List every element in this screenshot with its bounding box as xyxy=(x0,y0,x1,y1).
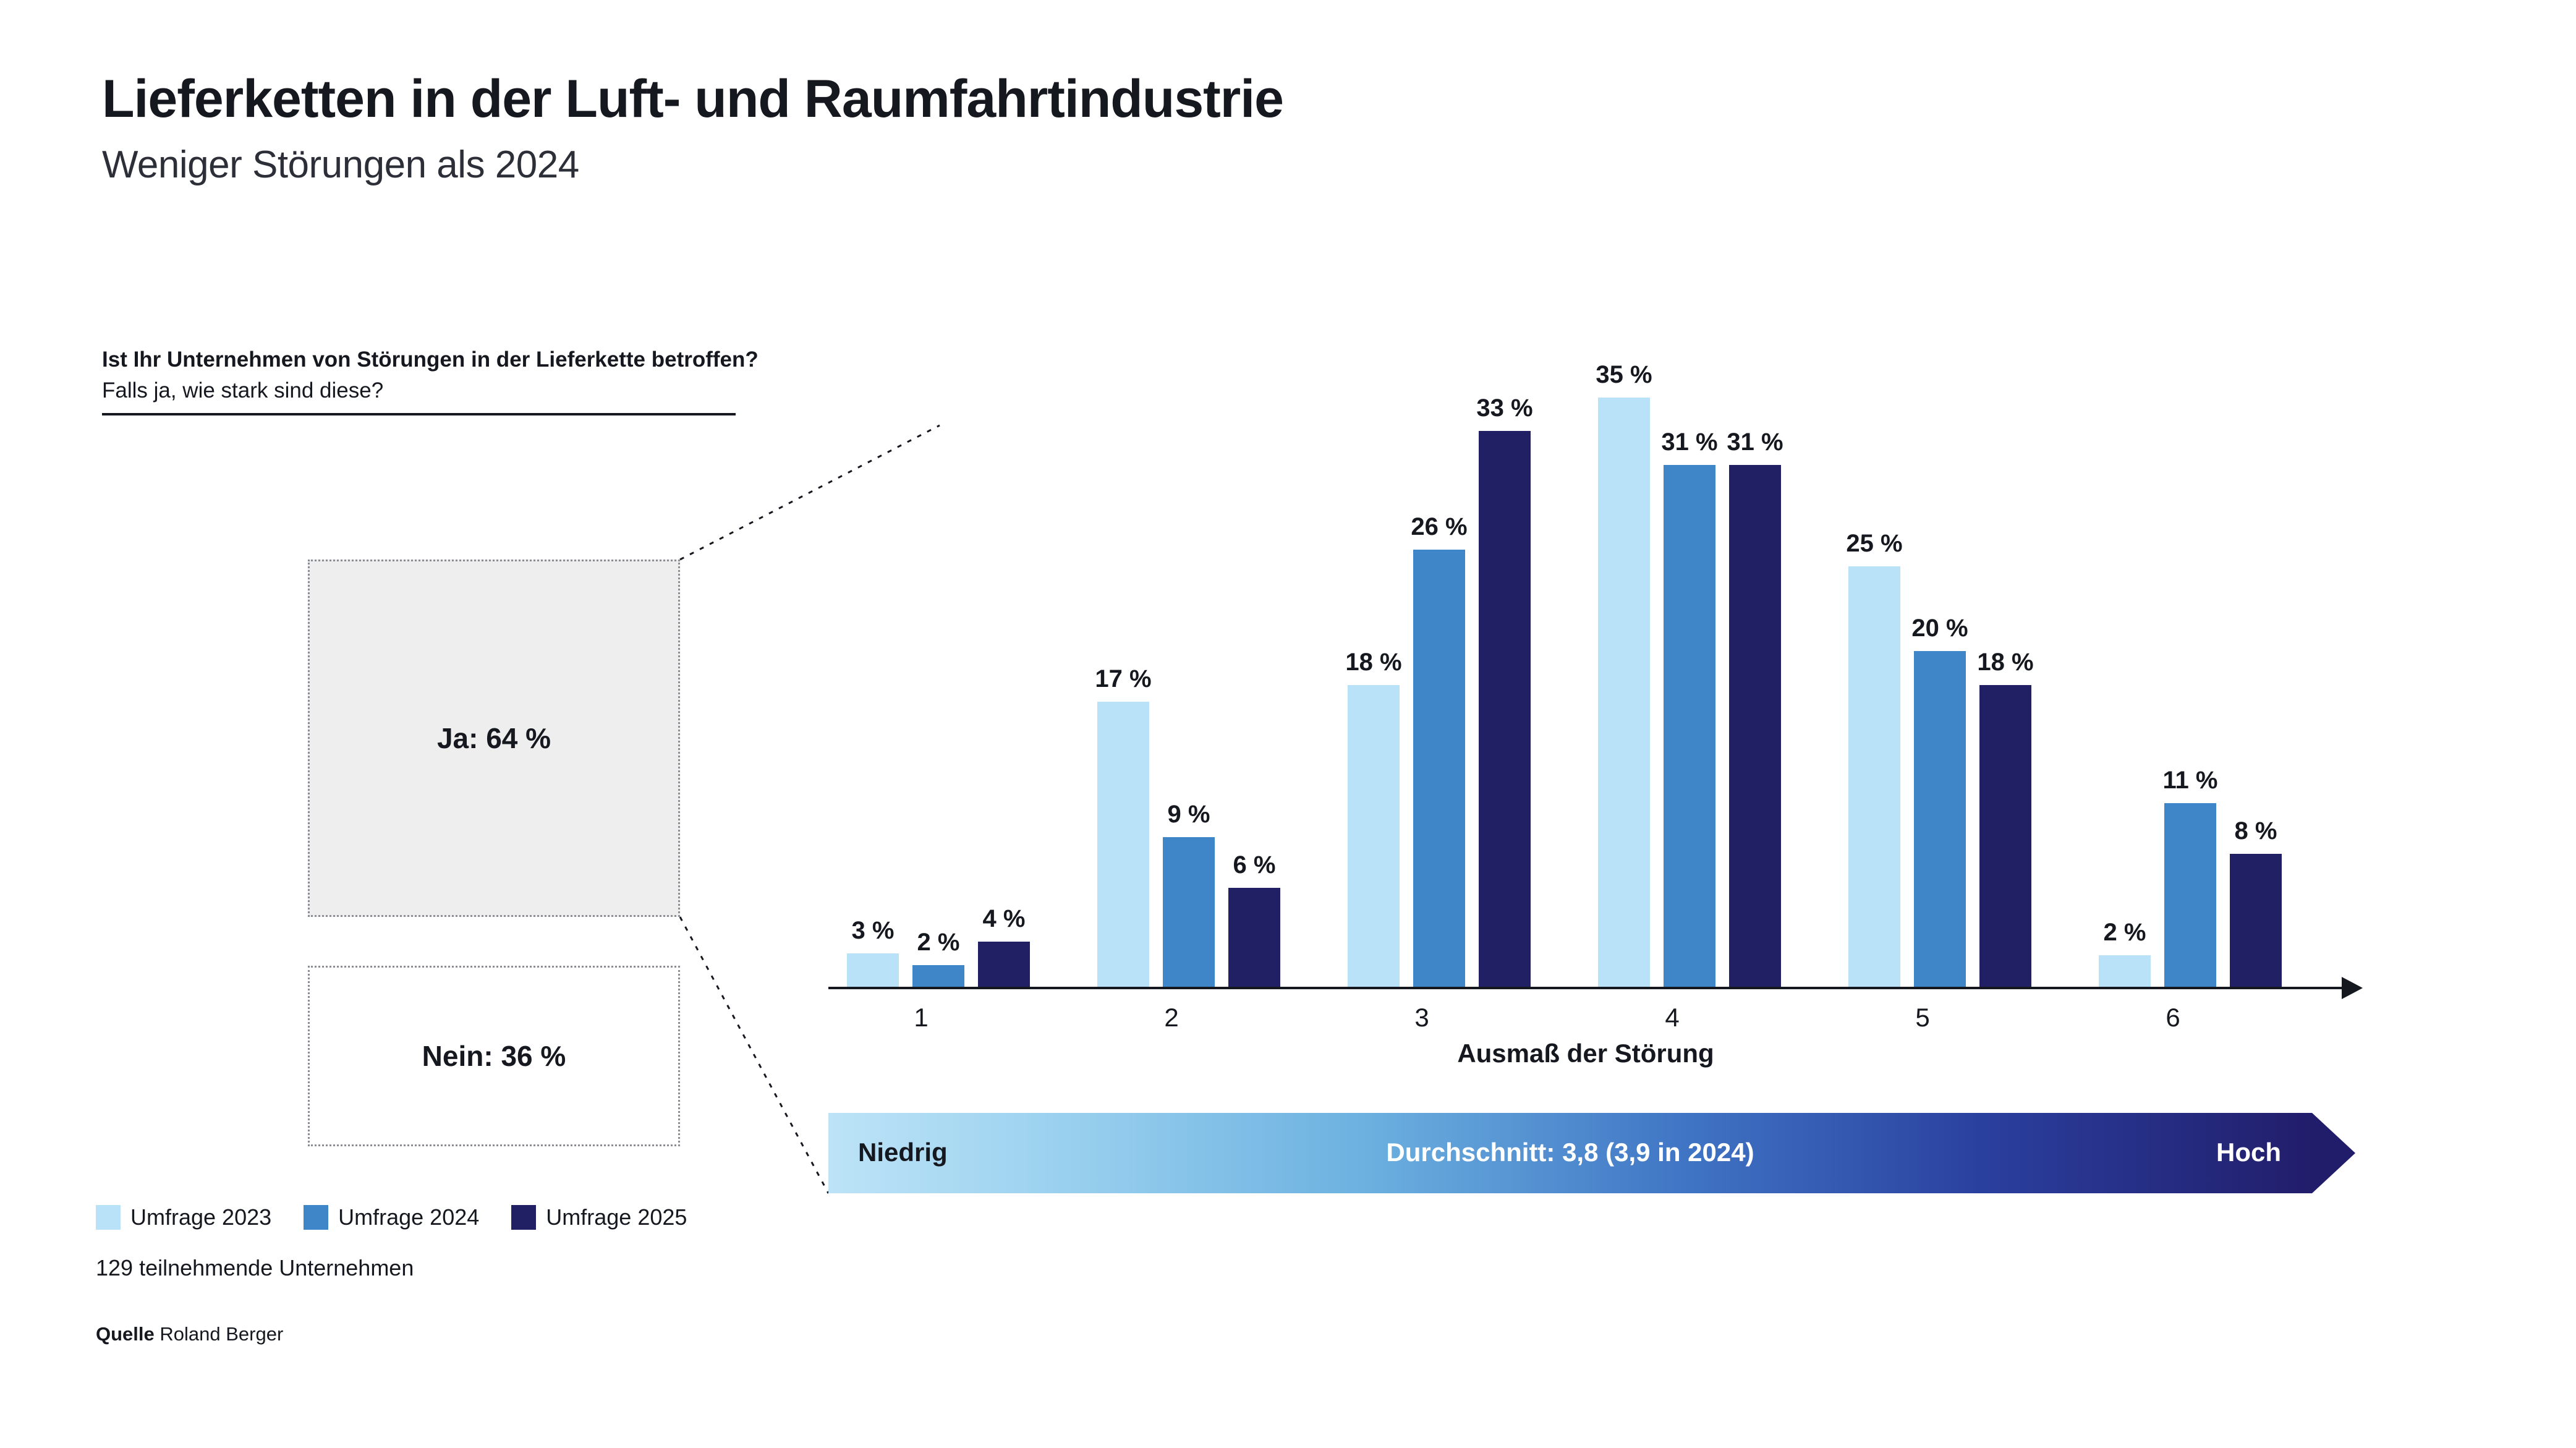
bar-2023 xyxy=(1097,702,1149,989)
bar-group xyxy=(1097,352,1301,989)
x-tick-2: 2 xyxy=(1164,1003,1179,1032)
bar-wrap xyxy=(1476,352,1533,989)
x-tick-4: 4 xyxy=(1665,1003,1680,1032)
answer-box-yes xyxy=(308,560,680,917)
bar-wrap xyxy=(1977,352,2034,989)
bar-2023 xyxy=(1348,685,1400,989)
legend-swatch-icon xyxy=(96,1205,121,1230)
question-main: Ist Ihr Unternehmen von Störungen in der Lieferkette betroffen? xyxy=(102,347,759,372)
bar-value-label: 17 % xyxy=(1095,665,1152,692)
x-tick-5: 5 xyxy=(1915,1003,1930,1032)
bar-group xyxy=(2099,352,2303,989)
bar-value-label: 31 % xyxy=(1727,428,1783,456)
bar-wrap xyxy=(1411,352,1468,989)
bar-2024 xyxy=(2164,803,2216,989)
bar-2023 xyxy=(1598,398,1650,989)
bar-wrap xyxy=(978,352,1030,989)
bar-value-label: 18 % xyxy=(1345,649,1402,676)
bar-value-label: 6 % xyxy=(1233,851,1276,879)
bar-wrap xyxy=(2230,352,2282,989)
x-tick-1: 1 xyxy=(914,1003,929,1032)
bar-wrap xyxy=(1598,352,1650,989)
bar-group xyxy=(1848,352,2052,989)
legend-item-2024 xyxy=(304,1204,479,1230)
legend-swatch-icon xyxy=(304,1205,328,1230)
bar-value-label: 11 % xyxy=(2162,767,2218,794)
bar-value-label: 9 % xyxy=(1167,801,1210,828)
legend-swatch-icon xyxy=(511,1205,536,1230)
bar-wrap xyxy=(1911,352,1968,989)
page-subtitle: Weniger Störungen als 2024 xyxy=(102,143,579,187)
bar-value-label: 20 % xyxy=(1911,615,1968,642)
legend-label: Umfrage 2025 xyxy=(546,1204,687,1230)
bar-value-label: 4 % xyxy=(982,905,1026,932)
bar-2025 xyxy=(2230,854,2282,989)
x-tick-6: 6 xyxy=(2166,1003,2180,1032)
severity-scale-arrow-icon xyxy=(2312,1113,2355,1193)
bar-group xyxy=(1598,352,1802,989)
bar-value-label: 2 % xyxy=(917,929,960,956)
bar-2023 xyxy=(847,953,899,989)
bar-value-label: 33 % xyxy=(1476,394,1533,422)
answer-no-label: Nein: 36 % xyxy=(422,1040,566,1072)
legend-label: Umfrage 2023 xyxy=(130,1204,272,1230)
source-value: Roland Berger xyxy=(159,1323,284,1345)
bar-2024 xyxy=(1914,651,1966,989)
x-axis xyxy=(828,987,2343,989)
bar-value-label: 26 % xyxy=(1411,513,1468,540)
scale-label-low: Niedrig xyxy=(858,1138,948,1167)
bar-value-label: 18 % xyxy=(1977,649,2034,676)
answer-box-no xyxy=(308,966,680,1146)
plot-area xyxy=(828,352,2343,1032)
scale-label-average: Durchschnitt: 3,8 (3,9 in 2024) xyxy=(1386,1138,1754,1167)
x-tick-3: 3 xyxy=(1414,1003,1429,1032)
bar-wrap xyxy=(1228,352,1280,989)
question-divider xyxy=(102,413,736,415)
x-axis-arrow-icon xyxy=(2342,977,2363,999)
bar-wrap xyxy=(1846,352,1903,989)
legend xyxy=(96,1204,719,1230)
x-axis-title: Ausmaß der Störung xyxy=(1457,1039,1714,1068)
bar-value-label: 8 % xyxy=(2234,817,2277,845)
bar-2023 xyxy=(2099,955,2151,989)
bar-2025 xyxy=(1228,888,1280,989)
bar-group xyxy=(1345,352,1552,989)
bar-2024 xyxy=(912,965,964,989)
bar-wrap xyxy=(1729,352,1781,989)
bar-value-label: 25 % xyxy=(1846,530,1903,557)
bar-2025 xyxy=(1979,685,2031,989)
bar-2023 xyxy=(1848,566,1900,989)
legend-item-2023 xyxy=(96,1204,271,1230)
bar-value-label: 3 % xyxy=(851,917,895,944)
participants-note: 129 teilnehmende Unternehmen xyxy=(96,1255,414,1280)
bar-chart xyxy=(828,346,2386,1032)
bar-2024 xyxy=(1664,465,1715,989)
bar-2024 xyxy=(1413,550,1465,989)
page-title: Lieferketten in der Luft- und Raumfahrtindustrie xyxy=(102,69,1283,129)
bar-wrap xyxy=(2099,352,2151,989)
bar-value-label: 2 % xyxy=(2103,919,2146,946)
header xyxy=(102,71,2080,187)
bar-wrap xyxy=(1345,352,1402,989)
bar-wrap xyxy=(1095,352,1152,989)
bar-group xyxy=(847,352,1051,989)
severity-scale xyxy=(828,1113,2355,1193)
bar-wrap xyxy=(912,352,964,989)
bar-2025 xyxy=(1479,431,1531,989)
question-sub: Falls ja, wie stark sind diese? xyxy=(102,378,384,402)
bar-wrap xyxy=(847,352,899,989)
bar-value-label: 35 % xyxy=(1596,361,1652,388)
bar-wrap xyxy=(1661,352,1718,989)
question-block xyxy=(102,346,782,415)
bar-wrap xyxy=(2164,352,2216,989)
scale-label-high: Hoch xyxy=(2216,1138,2281,1167)
source-label: Quelle xyxy=(96,1323,155,1345)
bar-2024 xyxy=(1163,837,1215,989)
legend-item-2025 xyxy=(511,1204,687,1230)
bar-2025 xyxy=(1729,465,1781,989)
bar-value-label: 31 % xyxy=(1661,428,1718,456)
bar-wrap xyxy=(1163,352,1215,989)
bar-2025 xyxy=(978,942,1030,989)
source-note xyxy=(96,1323,283,1345)
answer-yes-label: Ja: 64 % xyxy=(436,722,551,754)
legend-label: Umfrage 2024 xyxy=(338,1204,480,1230)
